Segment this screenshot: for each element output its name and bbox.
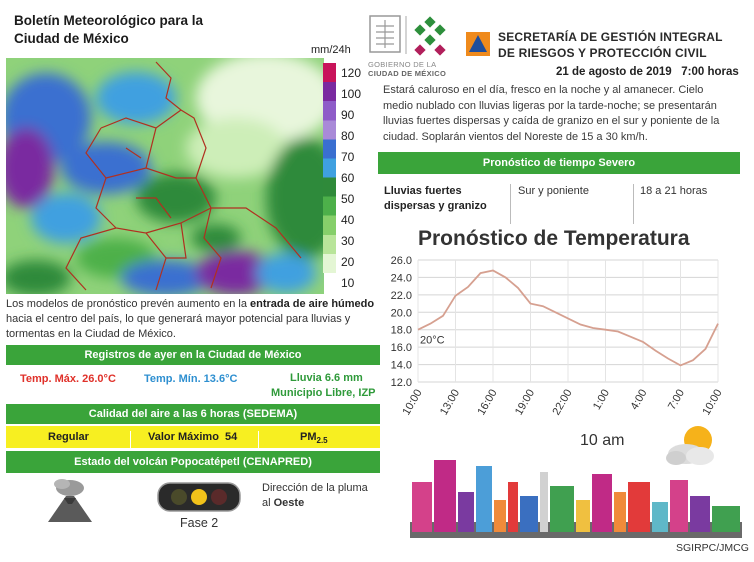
- colorbar-label: 90: [341, 108, 355, 122]
- chart-x-ticks: [400, 388, 724, 418]
- precipitation-map: [6, 58, 324, 294]
- temp-min-value: Temp. Mín. 13.6°C: [144, 373, 238, 385]
- models-text-pre: Los modelos de pronóstico prevén aumento en la: [6, 298, 250, 310]
- y-tick-label: 18.0: [390, 324, 412, 337]
- plume-direction-value: Oeste: [273, 497, 305, 509]
- bulletin-date: 21 de agosto de 2019 7:00 horas: [556, 66, 739, 78]
- temperature-chart-title: Pronóstico de Temperatura: [418, 227, 690, 250]
- cdmx-skyline-illustration: [410, 452, 742, 538]
- y-tick-label: 20.0: [390, 307, 412, 320]
- volcano-header: Estado del volcán Popocatépetl (CENAPRED): [6, 451, 380, 473]
- air-quality-header: Calidad del aire a las 6 horas (SEDEMA): [6, 404, 380, 424]
- chart-annotation: 20°C: [420, 334, 445, 347]
- x-tick-label: 7:00: [665, 387, 688, 413]
- chart-grid: [418, 260, 718, 382]
- colorbar-label: 80: [341, 129, 355, 143]
- precipitation-colorbar: [323, 63, 336, 273]
- models-text-bold: entrada de aire húmedo: [250, 298, 375, 310]
- secretaria-name: [498, 29, 723, 61]
- pollutant-name: PM: [300, 431, 317, 443]
- chart-y-ticks: [391, 255, 412, 389]
- plume-text: Dirección de la pluma al: [262, 482, 368, 509]
- y-tick-label: 16.0: [390, 342, 412, 355]
- x-tick-label: 16:00: [475, 387, 500, 418]
- severe-time: 18 a 21 horas: [640, 185, 708, 197]
- records-row: [6, 366, 380, 402]
- models-text-post: hacia el centro del país, lo que generará mayor potencial para lluvias y tormentas en la Ciudad de México.: [6, 313, 351, 340]
- colorbar-label: 70: [341, 150, 355, 164]
- x-tick-label: 4:00: [628, 387, 650, 413]
- air-quality-row: [6, 426, 380, 448]
- pollutant-sub: 2.5: [316, 436, 328, 446]
- rain-location: Municipio Libre, IZP: [271, 387, 376, 399]
- colorbar-label: 10: [341, 276, 355, 290]
- colorbar-label: 50: [341, 192, 355, 206]
- x-tick-label: 19:00: [512, 387, 538, 418]
- y-tick-label: 12.0: [390, 377, 412, 389]
- rain-value: Lluvia 6.6 mm: [290, 372, 363, 384]
- x-tick-label: 1:00: [590, 387, 613, 413]
- x-tick-label: 10:00: [400, 387, 425, 418]
- colorbar-label: 120: [341, 66, 362, 80]
- x-tick-label: 13:00: [437, 387, 463, 418]
- gov-logo-text-1: GOBIERNO DE LA: [368, 60, 437, 69]
- credit-label: SGIRPC/JMCG: [676, 542, 749, 554]
- temp-max-value: Temp. Máx. 26.0°C: [20, 373, 116, 385]
- severe-zone: Sur y poniente: [518, 185, 589, 197]
- volcano-icon: [44, 476, 94, 524]
- models-text: [6, 297, 380, 342]
- colorbar-label: 40: [341, 213, 355, 227]
- severe-weather-header: Pronóstico de tiempo Severo: [378, 152, 740, 174]
- chart-footer-time: 10 am: [580, 432, 625, 449]
- secretaria-line-1: SECRETARÍA DE GESTIÓN INTEGRAL: [498, 30, 723, 44]
- plume-direction: [262, 481, 372, 511]
- y-tick-label: 14.0: [390, 359, 412, 372]
- volcano-phase: Fase 2: [180, 516, 219, 530]
- x-tick-label: 10:00: [700, 387, 725, 418]
- secretaria-line-2: DE RIESGOS Y PROTECCIÓN CIVIL: [498, 46, 707, 60]
- severe-event: Lluvias fuertes dispersas y granizo: [384, 185, 487, 212]
- bulletin-title: Boletín Meteorológico para la Ciudad de México: [14, 13, 204, 46]
- colorbar-label: 20: [341, 255, 355, 269]
- air-quality-pollutant: [300, 431, 328, 445]
- severe-weather-row: [378, 178, 740, 218]
- air-quality-level: Regular: [48, 431, 89, 443]
- gov-logo-text-2: CIUDAD DE MÉXICO: [368, 69, 447, 78]
- colorbar-label: 30: [341, 234, 355, 248]
- forecast-text: Estará caluroso en el día, fresco en la noche y al amanecer. Cielo medio nublado con lluvias ligeras por la tarde-noche; se presentarán lluvias fuertes dispersas y caída de granizo en el sur y poniente de la ciudad. Soplarán vientos del Noreste de 15 a 30 km/h.: [383, 84, 720, 143]
- records-header: Registros de ayer en la Ciudad de México: [6, 345, 380, 365]
- traffic-light-icon: [157, 482, 241, 512]
- y-tick-label: 22.0: [390, 289, 412, 302]
- y-tick-label: 24.0: [390, 272, 412, 285]
- proteccion-civil-logo: [466, 32, 490, 56]
- y-tick-label: 26.0: [390, 255, 412, 267]
- x-tick-label: 22:00: [550, 387, 575, 418]
- map-unit-label: mm/24h: [311, 44, 351, 56]
- colorbar-label: 100: [341, 87, 362, 101]
- air-quality-max: Valor Máximo 54: [148, 431, 238, 443]
- colorbar-label: 60: [341, 171, 355, 185]
